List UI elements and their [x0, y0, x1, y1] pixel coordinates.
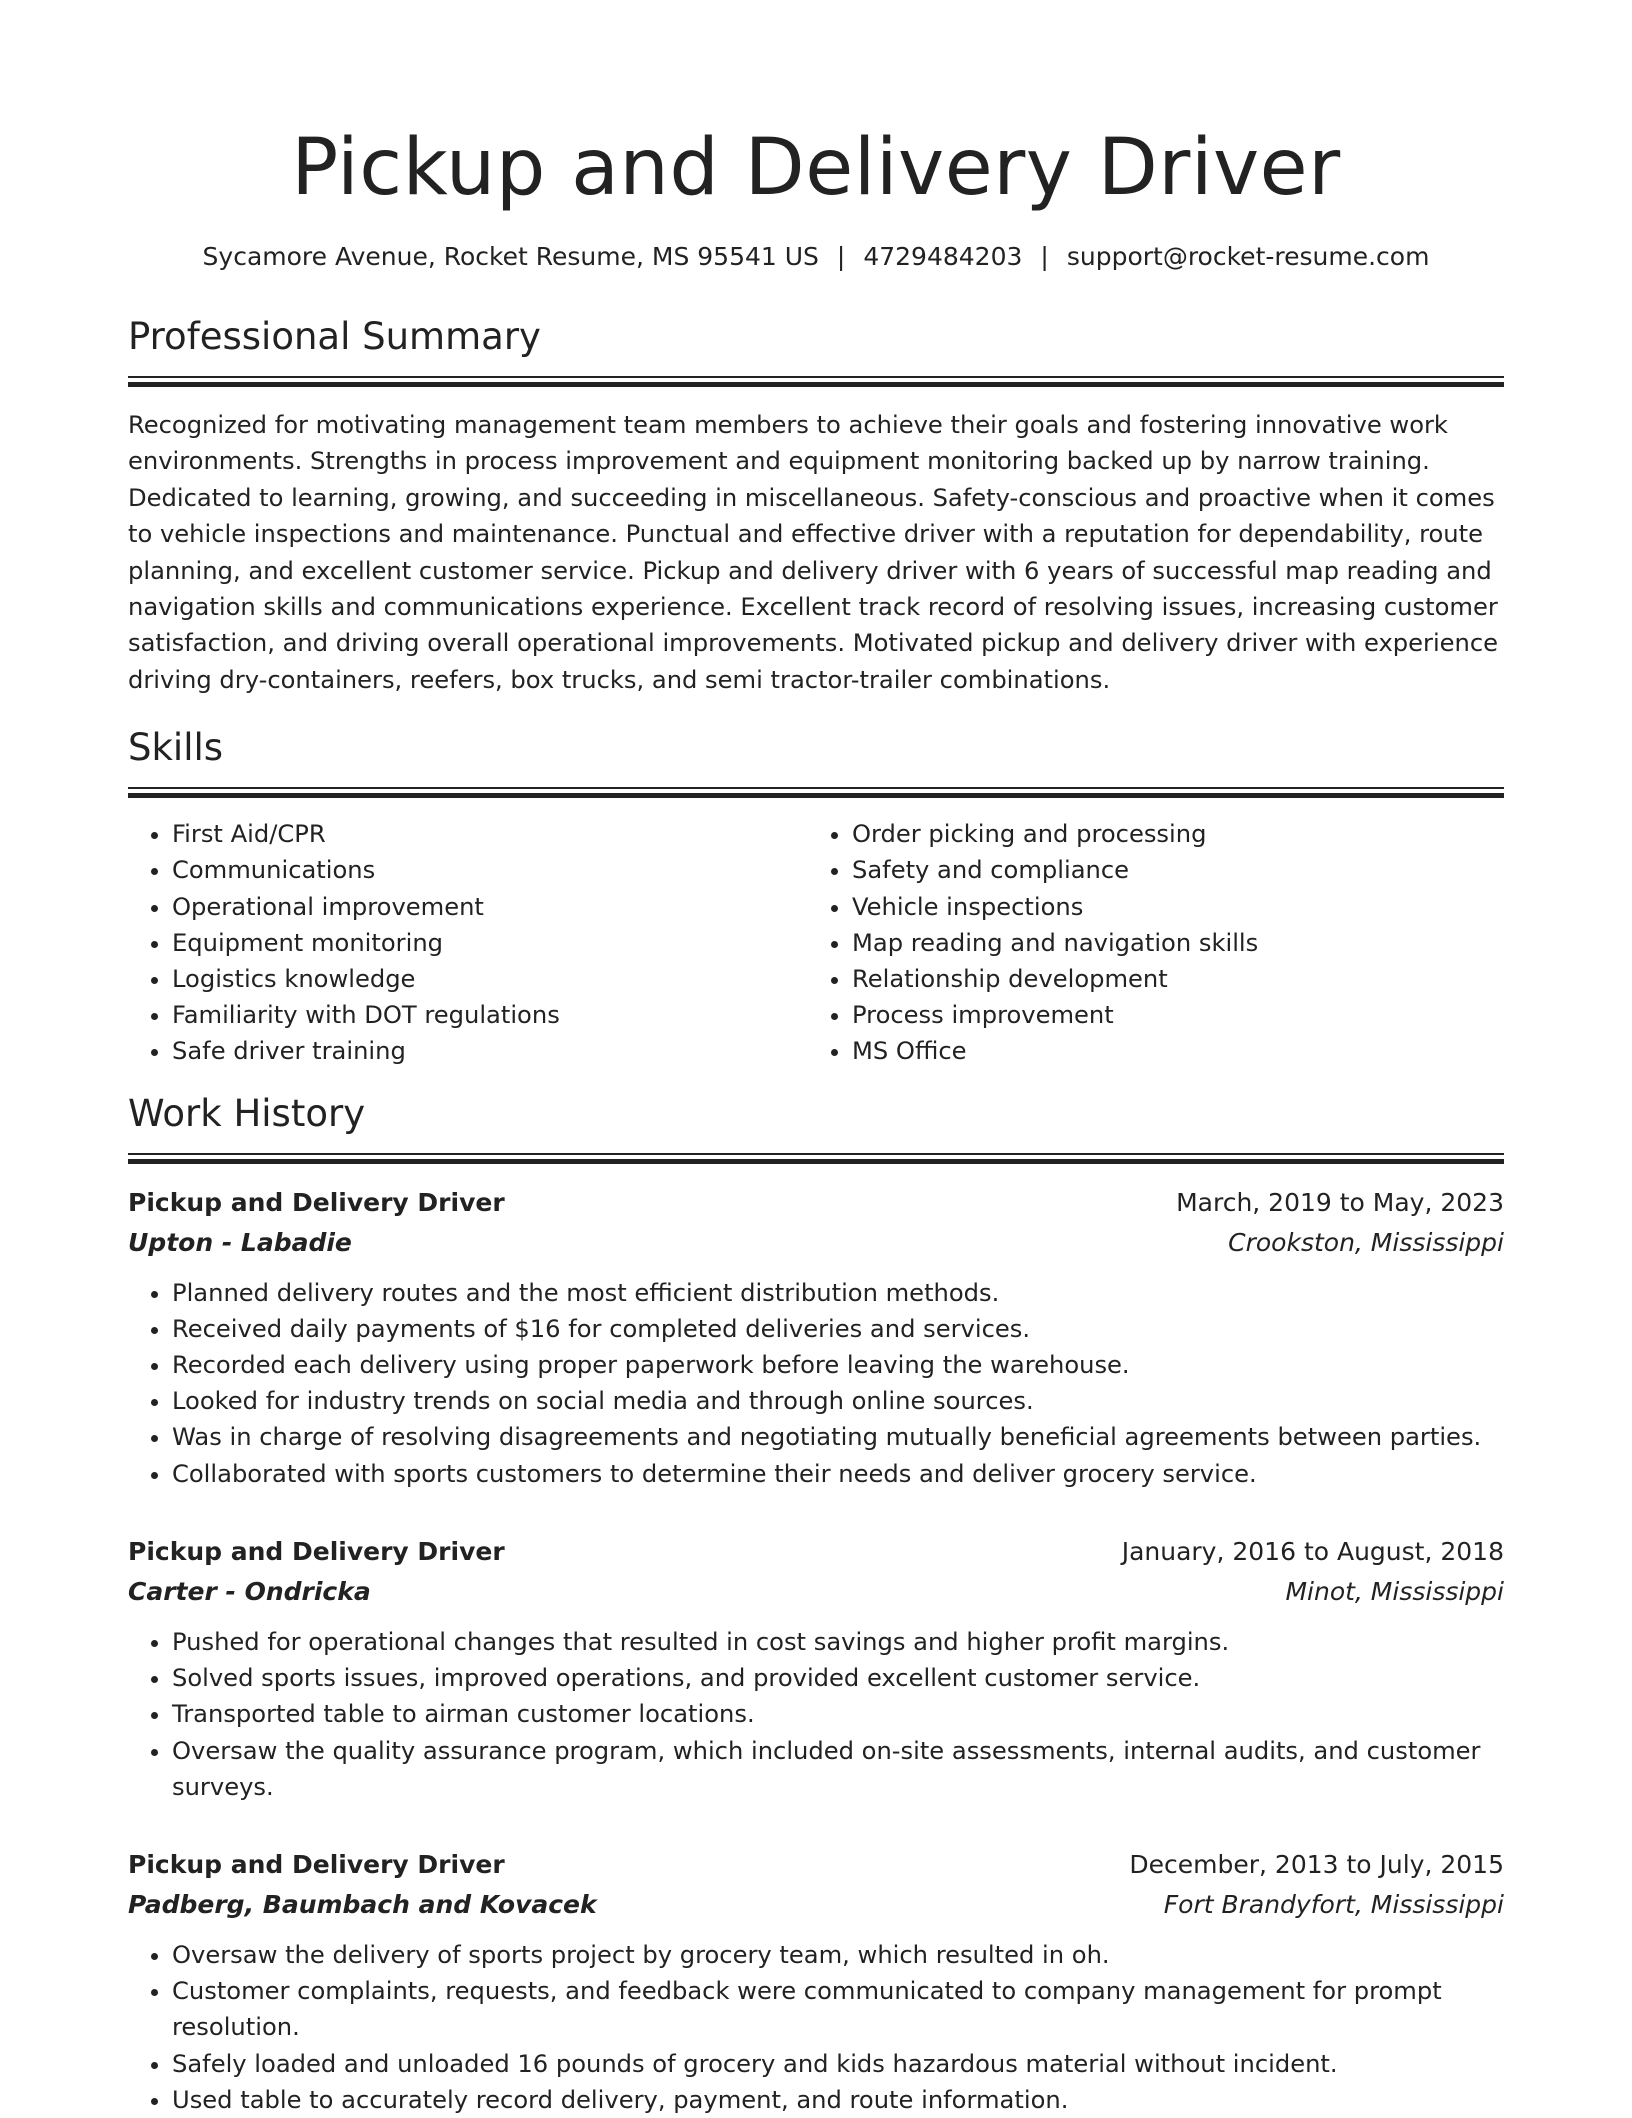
job-location: Minot, Mississippi	[1285, 1576, 1504, 1606]
skill-item: • Logistics knowledge	[172, 961, 806, 997]
contact-separator: |	[836, 242, 846, 271]
section-divider	[128, 1153, 1504, 1155]
job-title: Pickup and Delivery Driver	[128, 1187, 505, 1217]
job-bullet: • Safely loaded and unloaded 16 pounds of grocery and kids hazardous material without incident.	[172, 2046, 1504, 2082]
skill-item: • Vehicle inspections	[852, 889, 1502, 925]
job-header	[128, 1183, 1504, 1223]
job-bullets	[128, 1937, 1504, 2118]
job-entry	[128, 1183, 1504, 1492]
summary-text: Recognized for motivating management team members to achieve their goals and fostering innovative work environments. Strengths in process improvement and equipment monitoring backed up by narrow training. Dedicated to learning, growing, and succeeding in miscellaneous. Safety-conscious and proactive when it comes to vehicle inspections and maintenance. Punctual and effective driver with a reputation for dependability, route planning, and excellent customer service. Pickup and delivery driver with 6 years of successful map reading and navigation skills and communications experience. Excellent track record of resolving issues, increasing customer satisfaction, and driving overall operational improvements. Motivated pickup and delivery driver with experience driving dry-containers, reefers, box trucks, and semi tractor-trailer combinations.	[128, 411, 1499, 694]
contact-email: support@rocket-resume.com	[1066, 242, 1430, 271]
job-title: Pickup and Delivery Driver	[128, 1536, 505, 1566]
skill-item: • Equipment monitoring	[172, 925, 806, 961]
job-bullet: • Used table to accurately record delivery, payment, and route information.	[172, 2082, 1504, 2118]
job-bullet: • Looked for industry trends on social media and through online sources.	[172, 1383, 1504, 1419]
skill-item: • Map reading and navigation skills	[852, 925, 1502, 961]
job-bullet: • Customer complaints, requests, and feedback were communicated to company management for prompt resolution.	[172, 1973, 1504, 2045]
contact-phone: 4729484203	[863, 242, 1023, 271]
skill-item: • Order picking and processing	[852, 816, 1502, 852]
skill-item: • Operational improvement	[172, 889, 806, 925]
resume-name: Pickup and Delivery Driver	[291, 123, 1341, 213]
job-dates: December, 2013 to July, 2015	[1129, 1849, 1504, 1879]
skill-item: • Relationship development	[852, 961, 1502, 997]
skill-item: • MS Office	[852, 1033, 1502, 1069]
job-entry	[128, 1532, 1504, 1805]
job-company: Carter - Ondricka	[128, 1576, 371, 1606]
skill-item: • Safe driver training	[172, 1033, 806, 1069]
section-title-summary: Professional Summary	[128, 315, 541, 358]
section-divider	[128, 787, 1504, 789]
section-divider	[128, 376, 1504, 378]
job-bullet: • Oversaw the delivery of sports project by grocery team, which resulted in oh.	[172, 1937, 1504, 1973]
job-bullet: • Received daily payments of $16 for completed deliveries and services.	[172, 1311, 1504, 1347]
skills-column-right	[806, 816, 1502, 1069]
section-title-work-history: Work History	[128, 1091, 366, 1135]
skills-list	[128, 816, 1504, 1069]
job-bullets	[128, 1624, 1504, 1805]
job-dates: March, 2019 to May, 2023	[1176, 1187, 1504, 1217]
job-dates: January, 2016 to August, 2018	[1121, 1536, 1504, 1566]
job-title: Pickup and Delivery Driver	[128, 1849, 505, 1879]
contact-separator: |	[1040, 242, 1049, 271]
job-location: Fort Brandyfort, Mississippi	[1163, 1889, 1504, 1919]
job-company: Padberg, Baumbach and Kovacek	[128, 1889, 597, 1919]
section-title-skills: Skills	[128, 726, 224, 770]
job-location: Crookston, Mississippi	[1228, 1227, 1504, 1257]
job-header	[128, 1532, 1504, 1572]
job-header	[128, 1845, 1504, 1885]
skill-item: • First Aid/CPR	[172, 816, 806, 852]
job-bullet: • Collaborated with sports customers to determine their needs and deliver grocery service.	[172, 1456, 1504, 1492]
job-bullet: • Was in charge of resolving disagreements and negotiating mutually beneficial agreements between parties.	[172, 1419, 1504, 1455]
job-bullets	[128, 1275, 1504, 1492]
job-bullet: • Pushed for operational changes that resulted in cost savings and higher profit margins.	[172, 1624, 1504, 1660]
job-bullet: • Solved sports issues, improved operations, and provided excellent customer service.	[172, 1660, 1504, 1696]
job-bullet: • Planned delivery routes and the most efficient distribution methods.	[172, 1275, 1504, 1311]
skill-item: • Familiarity with DOT regulations	[172, 997, 806, 1033]
job-subheader	[128, 1223, 1504, 1263]
job-company: Upton - Labadie	[128, 1227, 352, 1257]
job-subheader	[128, 1572, 1504, 1612]
skill-item: • Communications	[172, 852, 806, 888]
skills-column-left	[128, 816, 806, 1069]
skill-item: • Process improvement	[852, 997, 1502, 1033]
job-subheader	[128, 1885, 1504, 1925]
job-bullet: • Transported table to airman customer locations.	[172, 1696, 1504, 1732]
skill-item: • Safety and compliance	[852, 852, 1502, 888]
job-bullet: • Oversaw the quality assurance program, which included on-site assessments, internal audits, and customer surveys.	[172, 1733, 1504, 1805]
contact-line	[128, 240, 1504, 274]
job-entry	[128, 1845, 1504, 2118]
resume-page	[128, 0, 1504, 2118]
contact-address: Sycamore Avenue, Rocket Resume, MS 95541 US	[202, 242, 819, 271]
job-bullet: • Recorded each delivery using proper paperwork before leaving the warehouse.	[172, 1347, 1504, 1383]
